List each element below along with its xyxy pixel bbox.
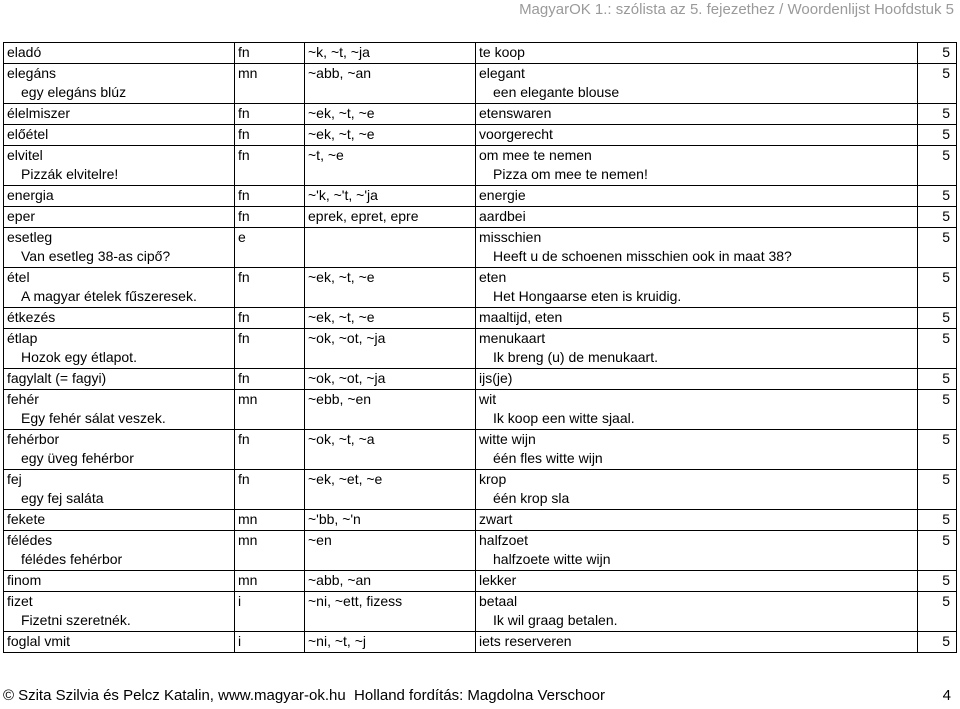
dutch-translation-cell-text: zwart [479, 511, 513, 527]
hungarian-word-cell [4, 430, 235, 470]
word-forms-cell-text: ~'bb, ~'n [308, 511, 361, 527]
word-forms-cell-text: ~ok, ~ot, ~ja [308, 370, 386, 386]
dutch-translation-cell-text: krop [479, 471, 507, 487]
hungarian-word-cell-text: energia [7, 187, 54, 203]
hungarian-word-cell-example: Fizetni szeretnék. [21, 612, 131, 628]
hungarian-word-cell [4, 104, 235, 125]
word-class-cell [235, 390, 305, 430]
hungarian-word-cell [4, 146, 235, 186]
word-class-cell [235, 308, 305, 329]
word-forms-cell [305, 308, 476, 329]
word-class-cell-text: i [238, 633, 242, 649]
hungarian-word-cell-text: fizet [7, 593, 33, 609]
lesson-number-cell [918, 592, 957, 632]
dutch-translation-cell [476, 369, 918, 390]
word-class-cell-text: fn [238, 105, 250, 121]
word-forms-cell-text: ~abb, ~an [308, 65, 372, 81]
word-forms-cell [305, 125, 476, 146]
table-row [4, 207, 957, 228]
table-row [4, 470, 957, 510]
dutch-translation-cell-text: om mee te nemen [479, 147, 592, 163]
hungarian-word-cell-text: foglal vmit [7, 633, 71, 649]
table-row [4, 228, 957, 268]
table-row [4, 43, 957, 64]
word-class-cell-text: fn [238, 126, 250, 142]
lesson-number-cell-text: 5 [942, 370, 950, 386]
word-class-cell [235, 470, 305, 510]
word-forms-cell [305, 146, 476, 186]
lesson-number-cell-text: 5 [942, 330, 950, 346]
hungarian-word-cell [4, 186, 235, 207]
word-class-cell [235, 104, 305, 125]
word-class-cell-text: fn [238, 187, 250, 203]
footer-text: Szita Szilvia és Pelcz Katalin, www.magyar-ok.hu Holland fordítás: Magdolna Verschoor [18, 687, 606, 704]
word-forms-cell-text: ~k, ~t, ~ja [308, 44, 370, 60]
lesson-number-cell-text: 5 [942, 229, 950, 245]
dutch-translation-cell-text: voorgerecht [479, 126, 553, 142]
word-class-cell-text: e [238, 229, 246, 245]
hungarian-word-cell [4, 43, 235, 64]
dutch-translation-cell-example: Het Hongaarse eten is kruidig. [493, 288, 682, 304]
footer-credits [3, 686, 605, 706]
dutch-translation-cell-example: halfzoete witte wijn [493, 551, 611, 567]
word-class-cell-text: mn [238, 65, 258, 81]
word-class-cell [235, 43, 305, 64]
hungarian-word-cell-text: finom [7, 572, 42, 588]
lesson-number-cell-text: 5 [942, 269, 950, 285]
lesson-number-cell [918, 186, 957, 207]
page-number: 4 [942, 687, 951, 704]
hungarian-word-cell-text: előétel [7, 126, 49, 142]
lesson-number-cell-text: 5 [942, 147, 950, 163]
word-class-cell [235, 207, 305, 228]
word-forms-cell [305, 571, 476, 592]
hungarian-word-cell-text: félédes [7, 532, 53, 548]
table-row [4, 104, 957, 125]
dutch-translation-cell-example: Ik wil graag betalen. [493, 612, 618, 628]
word-class-cell [235, 571, 305, 592]
hungarian-word-cell-example: egy elegáns blúz [21, 84, 127, 100]
table-row [4, 125, 957, 146]
word-class-cell [235, 430, 305, 470]
word-class-cell [235, 125, 305, 146]
dutch-translation-cell [476, 43, 918, 64]
hungarian-word-cell-example: Hozok egy étlapot. [21, 349, 137, 365]
word-class-cell-text: fn [238, 431, 250, 447]
word-forms-cell [305, 43, 476, 64]
word-forms-cell-text: ~'k, ~'t, ~'ja [308, 187, 378, 203]
hungarian-word-cell-example: Pizzák elvitelre! [21, 166, 119, 182]
table-row [4, 186, 957, 207]
table-row [4, 308, 957, 329]
word-forms-cell [305, 64, 476, 104]
word-class-cell-text: mn [238, 391, 258, 407]
dutch-translation-cell [476, 592, 918, 632]
word-forms-cell-text: ~ebb, ~en [308, 391, 372, 407]
hungarian-word-cell-text: fekete [7, 511, 46, 527]
dutch-translation-cell-text: energie [479, 187, 526, 203]
hungarian-word-cell-text: étel [7, 269, 30, 285]
lesson-number-cell-text: 5 [942, 65, 950, 81]
word-forms-cell [305, 470, 476, 510]
table-row [4, 268, 957, 308]
dutch-translation-cell-text: witte wijn [479, 431, 536, 447]
page-footer [3, 686, 953, 706]
page-header: MagyarOK 1.: szólista az 5. fejezethez / Woordenlijst Hoofdstuk 5 [519, 1, 954, 18]
word-forms-cell [305, 268, 476, 308]
dutch-translation-cell [476, 390, 918, 430]
hungarian-word-cell-example: egy fej saláta [21, 490, 104, 506]
dutch-translation-cell-example: een elegante blouse [493, 84, 620, 100]
dutch-translation-cell [476, 510, 918, 531]
lesson-number-cell [918, 430, 957, 470]
word-forms-cell-text: ~ek, ~t, ~e [308, 269, 375, 285]
hungarian-word-cell-text: fehér [7, 391, 39, 407]
dutch-translation-cell [476, 329, 918, 369]
word-class-cell-text: mn [238, 572, 258, 588]
lesson-number-cell [918, 531, 957, 571]
lesson-number-cell [918, 268, 957, 308]
hungarian-word-cell [4, 390, 235, 430]
dutch-translation-cell [476, 104, 918, 125]
lesson-number-cell [918, 43, 957, 64]
lesson-number-cell-text: 5 [942, 633, 950, 649]
word-forms-cell-text: ~t, ~e [308, 147, 344, 163]
lesson-number-cell-text: 5 [942, 593, 950, 609]
lesson-number-cell [918, 308, 957, 329]
dutch-translation-cell-text: maaltijd, eten [479, 309, 563, 325]
dutch-translation-cell-text: etenswaren [479, 105, 552, 121]
word-forms-cell-text: ~ek, ~t, ~e [308, 105, 375, 121]
table-row [4, 592, 957, 632]
word-forms-cell-text: ~ni, ~t, ~j [308, 633, 366, 649]
table-row [4, 369, 957, 390]
dutch-translation-cell-example: Ik koop een witte sjaal. [493, 410, 635, 426]
hungarian-word-cell-example: Egy fehér sálat veszek. [21, 410, 166, 426]
hungarian-word-cell-text: élelmiszer [7, 105, 71, 121]
lesson-number-cell-text: 5 [942, 511, 950, 527]
lesson-number-cell [918, 632, 957, 653]
lesson-number-cell [918, 390, 957, 430]
word-class-cell [235, 146, 305, 186]
table-row [4, 329, 957, 369]
dutch-translation-cell-text: elegant [479, 65, 525, 81]
table-row [4, 531, 957, 571]
dutch-translation-cell [476, 207, 918, 228]
hungarian-word-cell [4, 207, 235, 228]
vocabulary-table [3, 42, 957, 653]
word-class-cell-text: fn [238, 471, 250, 487]
lesson-number-cell [918, 369, 957, 390]
word-forms-cell [305, 430, 476, 470]
word-forms-cell [305, 390, 476, 430]
dutch-translation-cell [476, 146, 918, 186]
lesson-number-cell [918, 470, 957, 510]
hungarian-word-cell [4, 470, 235, 510]
lesson-number-cell-text: 5 [942, 431, 950, 447]
hungarian-word-cell [4, 571, 235, 592]
word-forms-cell [305, 632, 476, 653]
word-class-cell-text: fn [238, 208, 250, 224]
table-row [4, 632, 957, 653]
hungarian-word-cell-text: fagylalt (= fagyi) [7, 370, 107, 386]
lesson-number-cell-text: 5 [942, 44, 950, 60]
word-class-cell-text: fn [238, 309, 250, 325]
dutch-translation-cell [476, 571, 918, 592]
table-row [4, 146, 957, 186]
word-class-cell [235, 228, 305, 268]
lesson-number-cell-text: 5 [942, 208, 950, 224]
dutch-translation-cell-text: lekker [479, 572, 517, 588]
lesson-number-cell [918, 207, 957, 228]
word-forms-cell-text: ~ni, ~ett, fizess [308, 593, 403, 609]
lesson-number-cell [918, 64, 957, 104]
word-forms-cell [305, 207, 476, 228]
word-class-cell [235, 186, 305, 207]
dutch-translation-cell [476, 430, 918, 470]
hungarian-word-cell [4, 632, 235, 653]
word-class-cell-text: mn [238, 511, 258, 527]
dutch-translation-cell [476, 228, 918, 268]
word-class-cell-text: fn [238, 147, 250, 163]
dutch-translation-cell-text: eten [479, 269, 507, 285]
word-class-cell-text: fn [238, 330, 250, 346]
lesson-number-cell [918, 510, 957, 531]
word-class-cell-text: fn [238, 370, 250, 386]
word-forms-cell [305, 510, 476, 531]
dutch-translation-cell [476, 470, 918, 510]
word-class-cell-text: mn [238, 532, 258, 548]
hungarian-word-cell [4, 268, 235, 308]
hungarian-word-cell [4, 329, 235, 369]
dutch-translation-cell-text: betaal [479, 593, 518, 609]
hungarian-word-cell-text: fehérbor [7, 431, 60, 447]
word-class-cell [235, 64, 305, 104]
word-forms-cell [305, 531, 476, 571]
dutch-translation-cell [476, 308, 918, 329]
word-class-cell [235, 592, 305, 632]
hungarian-word-cell-text: eper [7, 208, 36, 224]
word-forms-cell-text: ~ok, ~ot, ~ja [308, 330, 386, 346]
lesson-number-cell [918, 329, 957, 369]
dutch-translation-cell-text: aardbei [479, 208, 526, 224]
dutch-translation-cell [476, 531, 918, 571]
hungarian-word-cell-text: elegáns [7, 65, 57, 81]
hungarian-word-cell-example: egy üveg fehérbor [21, 450, 134, 466]
word-class-cell-text: fn [238, 44, 250, 60]
hungarian-word-cell [4, 510, 235, 531]
word-forms-cell [305, 186, 476, 207]
dutch-translation-cell-example: Pizza om mee te nemen! [493, 166, 648, 182]
word-class-cell-text: fn [238, 269, 250, 285]
dutch-translation-cell-example: Heeft u de schoenen misschien ook in maat 38? [493, 248, 792, 264]
word-forms-cell-text: ~ek, ~t, ~e [308, 309, 375, 325]
dutch-translation-cell [476, 64, 918, 104]
dutch-translation-cell-example: één krop sla [493, 490, 570, 506]
lesson-number-cell [918, 125, 957, 146]
copyright-icon: © [3, 687, 15, 704]
hungarian-word-cell-text: étkezés [7, 309, 56, 325]
hungarian-word-cell [4, 592, 235, 632]
dutch-translation-cell [476, 125, 918, 146]
word-class-cell-text: i [238, 593, 242, 609]
lesson-number-cell [918, 571, 957, 592]
lesson-number-cell-text: 5 [942, 309, 950, 325]
word-forms-cell [305, 228, 476, 268]
lesson-number-cell-text: 5 [942, 471, 950, 487]
hungarian-word-cell-example: félédes fehérbor [21, 551, 123, 567]
word-forms-cell-text: ~abb, ~an [308, 572, 372, 588]
hungarian-word-cell [4, 64, 235, 104]
word-forms-cell-text: ~ek, ~t, ~e [308, 126, 375, 142]
dutch-translation-cell-example: één fles witte wijn [493, 450, 603, 466]
hungarian-word-cell [4, 125, 235, 146]
dutch-translation-cell-example: Ik breng (u) de menukaart. [493, 349, 658, 365]
table-row [4, 510, 957, 531]
word-forms-cell-text: ~ok, ~t, ~a [308, 431, 375, 447]
dutch-translation-cell [476, 632, 918, 653]
dutch-translation-cell [476, 186, 918, 207]
table-row [4, 571, 957, 592]
word-class-cell [235, 329, 305, 369]
word-forms-cell [305, 592, 476, 632]
word-class-cell [235, 531, 305, 571]
hungarian-word-cell [4, 531, 235, 571]
word-forms-cell-text: eprek, epret, epre [308, 208, 419, 224]
word-class-cell [235, 268, 305, 308]
dutch-translation-cell-text: ijs(je) [479, 370, 513, 386]
lesson-number-cell-text: 5 [942, 126, 950, 142]
word-forms-cell-text: ~en [308, 532, 332, 548]
table-row [4, 430, 957, 470]
hungarian-word-cell [4, 369, 235, 390]
hungarian-word-cell-text: elvitel [7, 147, 43, 163]
lesson-number-cell-text: 5 [942, 532, 950, 548]
dutch-translation-cell-text: halfzoet [479, 532, 529, 548]
dutch-translation-cell-text: te koop [479, 44, 525, 60]
hungarian-word-cell [4, 228, 235, 268]
dutch-translation-cell-text: wit [479, 391, 497, 407]
word-class-cell [235, 369, 305, 390]
word-class-cell [235, 510, 305, 531]
hungarian-word-cell-example: A magyar ételek fűszeresek. [21, 288, 197, 304]
table-row [4, 390, 957, 430]
dutch-translation-cell-text: misschien [479, 229, 542, 245]
dutch-translation-cell [476, 268, 918, 308]
hungarian-word-cell-text: fej [7, 471, 22, 487]
lesson-number-cell-text: 5 [942, 187, 950, 203]
word-forms-cell [305, 104, 476, 125]
word-forms-cell [305, 369, 476, 390]
lesson-number-cell [918, 228, 957, 268]
word-forms-cell [305, 329, 476, 369]
dutch-translation-cell-text: menukaart [479, 330, 546, 346]
lesson-number-cell-text: 5 [942, 572, 950, 588]
hungarian-word-cell-example: Van esetleg 38-as cipő? [21, 248, 171, 264]
lesson-number-cell [918, 146, 957, 186]
hungarian-word-cell [4, 308, 235, 329]
hungarian-word-cell-text: étlap [7, 330, 38, 346]
hungarian-word-cell-text: esetleg [7, 229, 53, 245]
table-row [4, 64, 957, 104]
word-forms-cell-text: ~ek, ~et, ~e [308, 471, 383, 487]
lesson-number-cell-text: 5 [942, 391, 950, 407]
dutch-translation-cell-text: iets reserveren [479, 633, 572, 649]
lesson-number-cell [918, 104, 957, 125]
word-class-cell [235, 632, 305, 653]
lesson-number-cell-text: 5 [942, 105, 950, 121]
hungarian-word-cell-text: eladó [7, 44, 42, 60]
